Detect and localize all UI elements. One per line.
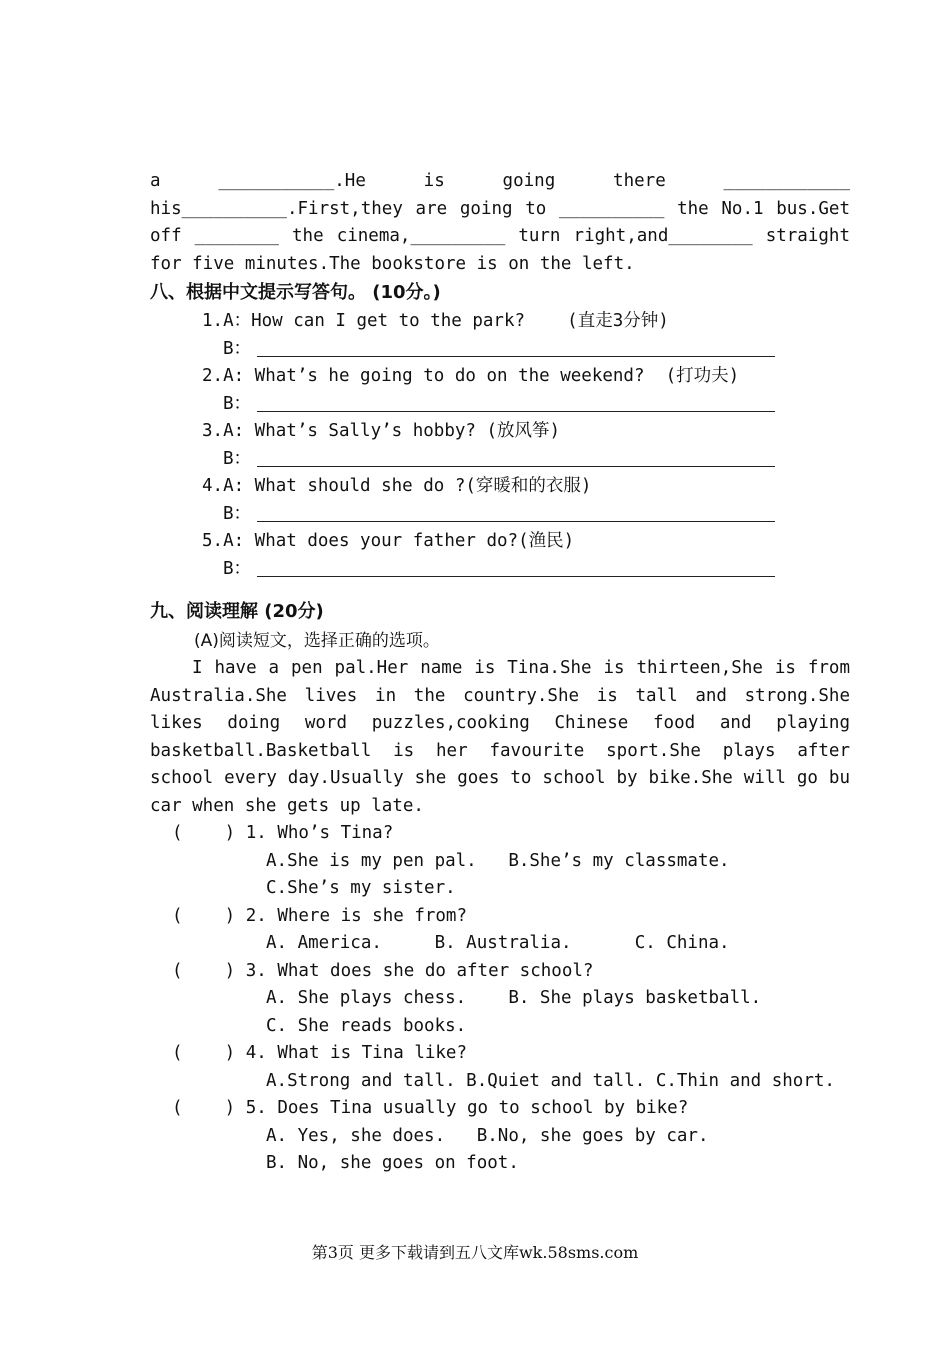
mc-options: A. America. B. Australia. C. China. [266, 933, 730, 953]
spacer [150, 583, 850, 597]
section9-subheading: (A)阅读短文，选择正确的选项。 [194, 631, 440, 651]
answer-label: B： [223, 338, 252, 359]
answer-blank[interactable] [257, 452, 775, 467]
answer-line [150, 501, 850, 529]
section8-heading: 八、根据中文提示写答句。 (10分。) [150, 282, 441, 303]
question-a: 1.A：How can I get to the park? (直走3分钟) [202, 311, 669, 331]
passage-line: I have a pen pal.Her name is Tina.She is thirteen,She is from [192, 658, 850, 678]
answer-line [150, 336, 850, 364]
answer-blank[interactable] [257, 342, 775, 357]
page-footer: 第3页 更多下载请到五八文库wk.58sms.com [311, 1243, 639, 1262]
answer-blank[interactable] [257, 562, 775, 577]
passage-line: his__________.First,they are going to __________ the No.1 bus.Get [150, 198, 850, 219]
answer-line [150, 556, 850, 584]
passage-line: a ___________.He is going there ____________ [150, 171, 850, 191]
answer-label: B： [223, 448, 252, 469]
question-a: 2.A: What’s he going to do on the weekend? (打功夫) [202, 366, 740, 386]
mc-options: A.She is my pen pal. B.She’s my classmate. [266, 850, 730, 871]
mc-options: B. No, she goes on foot. [266, 1153, 519, 1173]
question-a: 4.A: What should she do ?(穿暖和的衣服) [202, 476, 592, 496]
mc-questions [150, 820, 850, 1178]
mc-options: A.Strong and tall. B.Quiet and tall. C.Thin and short. [266, 1070, 835, 1091]
answer-blank[interactable] [257, 507, 775, 522]
answer-blank[interactable] [257, 397, 775, 412]
passage-line: Australia.She lives in the country.She is tall and strong.She [150, 685, 850, 706]
section8-items [150, 308, 850, 583]
passage-line: car when she gets up late. [150, 795, 424, 816]
section9-heading: 九、阅读理解 (20分) [150, 601, 324, 622]
worksheet-page [150, 168, 850, 1178]
answer-line [150, 391, 850, 419]
mc-question: ( ) 3. What does she do after school? [172, 960, 594, 981]
question-a: 5.A: What does your father do?(渔民) [202, 531, 575, 551]
mc-options: A. She plays chess. B. She plays basketball. [266, 988, 762, 1008]
answer-label: B： [223, 558, 252, 579]
mc-options: A. Yes, she does. B.No, she goes by car. [266, 1125, 709, 1146]
mc-question: ( ) 4. What is Tina like? [172, 1043, 468, 1063]
answer-label: B： [223, 393, 252, 414]
reading-passage [150, 655, 850, 820]
question-a: 3.A: What’s Sally’s hobby? (放风筝) [202, 421, 561, 441]
mc-question: ( ) 5. Does Tina usually go to school by bike? [172, 1098, 689, 1118]
answer-label: B： [223, 503, 252, 524]
passage-line: school every day.Usually she goes to school by bike.She will go bu [150, 768, 850, 788]
mc-question: ( ) 2. Where is she from? [172, 905, 468, 926]
mc-options: C. She reads books. [266, 1015, 467, 1036]
passage-line: basketball.Basketball is her favourite sport.She plays after [150, 740, 850, 761]
passage-line: for five minutes.The bookstore is on the left. [150, 253, 635, 274]
mc-question: ( ) 1. Who’s Tina? [172, 823, 394, 843]
passage-line: off ________ the cinema,_________ turn right,and________ straight [150, 226, 850, 246]
top-passage [150, 168, 850, 278]
passage-line: likes doing word puzzles,cooking Chinese food and playing [150, 713, 850, 733]
mc-options: C.She’s my sister. [266, 878, 456, 898]
answer-line [150, 446, 850, 474]
